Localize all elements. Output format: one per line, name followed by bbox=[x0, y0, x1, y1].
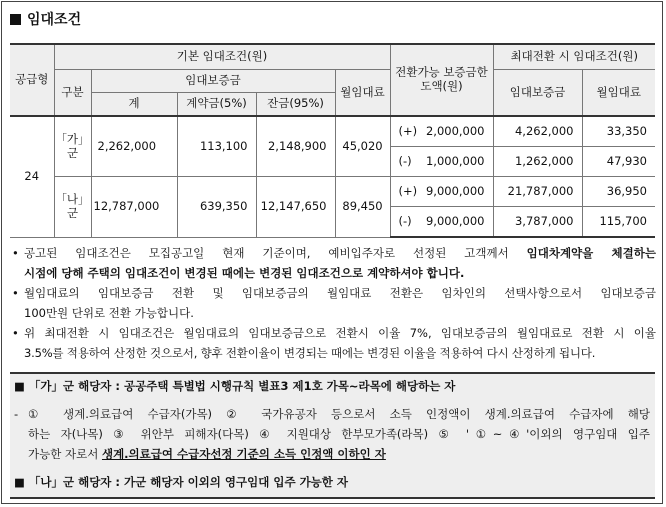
dash-marker: - bbox=[14, 407, 19, 421]
square-bullet-icon bbox=[10, 14, 21, 25]
table-row bbox=[10, 177, 655, 207]
section-title-text: 임대조건 bbox=[27, 12, 82, 28]
conversion-limit: (-) 9,000,000 bbox=[390, 207, 493, 238]
category-ga: 「가」군 bbox=[54, 116, 91, 177]
header-max-deposit: 임대보증금 bbox=[493, 70, 582, 117]
table-row bbox=[10, 116, 655, 147]
max-deposit: 4,262,000 bbox=[493, 116, 582, 147]
monthly-rent: 45,020 bbox=[335, 116, 390, 177]
deposit-balance: 12,147,650 bbox=[256, 177, 335, 238]
header-contract: 계약금(5%) bbox=[177, 93, 256, 117]
conversion-limit: (+) 9,000,000 bbox=[390, 177, 493, 207]
conversion-limit: (-) 1,000,000 bbox=[390, 147, 493, 177]
header-balance: 잔금(95%) bbox=[256, 93, 335, 117]
section-title bbox=[10, 9, 81, 29]
header-max-monthly: 월임대료 bbox=[582, 70, 655, 117]
header-category: 구분 bbox=[54, 70, 91, 117]
bullet-icon: • bbox=[12, 246, 19, 260]
group-ga-heading: ■ 「가」군 해당자 : 공공주택 특별법 시행규칙 별표3 제1호 가목~라목에 해당하는 자 bbox=[14, 379, 456, 393]
group-ga-description: - ① 생계.의료급여 수급자(가목) ② 국가유공자 등으로서 소득 인정액이 생계.의료급여 수급자에 해당 하는 자(나목) ③ 위안부 피해자(다목) ④ 지원대상 한부모가족(라목) ⑤ '①~④'이외의 영구임대 입주 가능한 자로서 생계.의료급여 수급자선정 기준의 소득 인정액 이하인 자 bbox=[14, 404, 650, 464]
max-deposit: 3,787,000 bbox=[493, 207, 582, 238]
note-1: • 공고된 임대조건은 모집공고일 현재 기준이며, 예비입주자로 선정된 고객께서 임대차계약을 체결하는 시점에 당해 주택의 임대조건이 변경된 때에는 변경된 임대조건으로 계약하셔야 합니다. bbox=[12, 243, 656, 283]
max-monthly: 33,350 bbox=[582, 116, 655, 147]
group-na-heading: ■ 「나」군 해당자 : 가군 해당자 이외의 영구임대 입주 가능한 자 bbox=[14, 475, 349, 489]
header-conversion-limit: 전환가능 보증금한도액(원) bbox=[390, 44, 493, 116]
max-monthly: 47,930 bbox=[582, 147, 655, 177]
header-deposit: 임대보증금 bbox=[91, 70, 335, 93]
header-total: 계 bbox=[91, 93, 177, 117]
deposit-balance: 2,148,900 bbox=[256, 116, 335, 177]
max-monthly: 115,700 bbox=[582, 207, 655, 238]
deposit-total: 2,262,000 bbox=[91, 116, 177, 177]
deposit-total: 12,787,000 bbox=[91, 177, 177, 238]
max-deposit: 1,262,000 bbox=[493, 147, 582, 177]
header-basic-conditions: 기본 임대조건(원) bbox=[54, 44, 390, 70]
conversion-limit: (+) 2,000,000 bbox=[390, 116, 493, 147]
category-na: 「나」군 bbox=[54, 177, 91, 238]
supply-type-value: 24 bbox=[10, 116, 54, 237]
header-supply-type: 공급형 bbox=[10, 44, 54, 116]
bullet-icon: • bbox=[12, 286, 19, 300]
bullet-icon: • bbox=[12, 326, 19, 340]
header-max-conversion: 최대전환 시 임대조건(원) bbox=[493, 44, 655, 70]
rental-conditions-table bbox=[10, 43, 655, 238]
notes-section bbox=[12, 243, 656, 363]
monthly-rent: 89,450 bbox=[335, 177, 390, 238]
max-monthly: 36,950 bbox=[582, 177, 655, 207]
eligibility-box bbox=[10, 372, 655, 499]
max-deposit: 21,787,000 bbox=[493, 177, 582, 207]
note-3: • 위 최대전환 시 임대조건은 월임대료의 임대보증금으로 전환시 이율 7%, 임대보증금의 월임대료로 전환 시 이율 3.5%를 적용하여 산정한 것으로서, 향후 전환이율이 변경되는 때에는 변경된 이율을 적용하여 다시 산정하게 됩니다. bbox=[12, 323, 656, 363]
deposit-contract: 113,100 bbox=[177, 116, 256, 177]
header-monthly-rent: 월임대료 bbox=[335, 70, 390, 117]
note-2: • 월임대료의 임대보증금 전환 및 임대보증금의 월임대료 전환은 임차인의 선택사항으로서 임대보증금 100만원 단위로 전환 가능합니다. bbox=[12, 283, 656, 323]
deposit-contract: 639,350 bbox=[177, 177, 256, 238]
